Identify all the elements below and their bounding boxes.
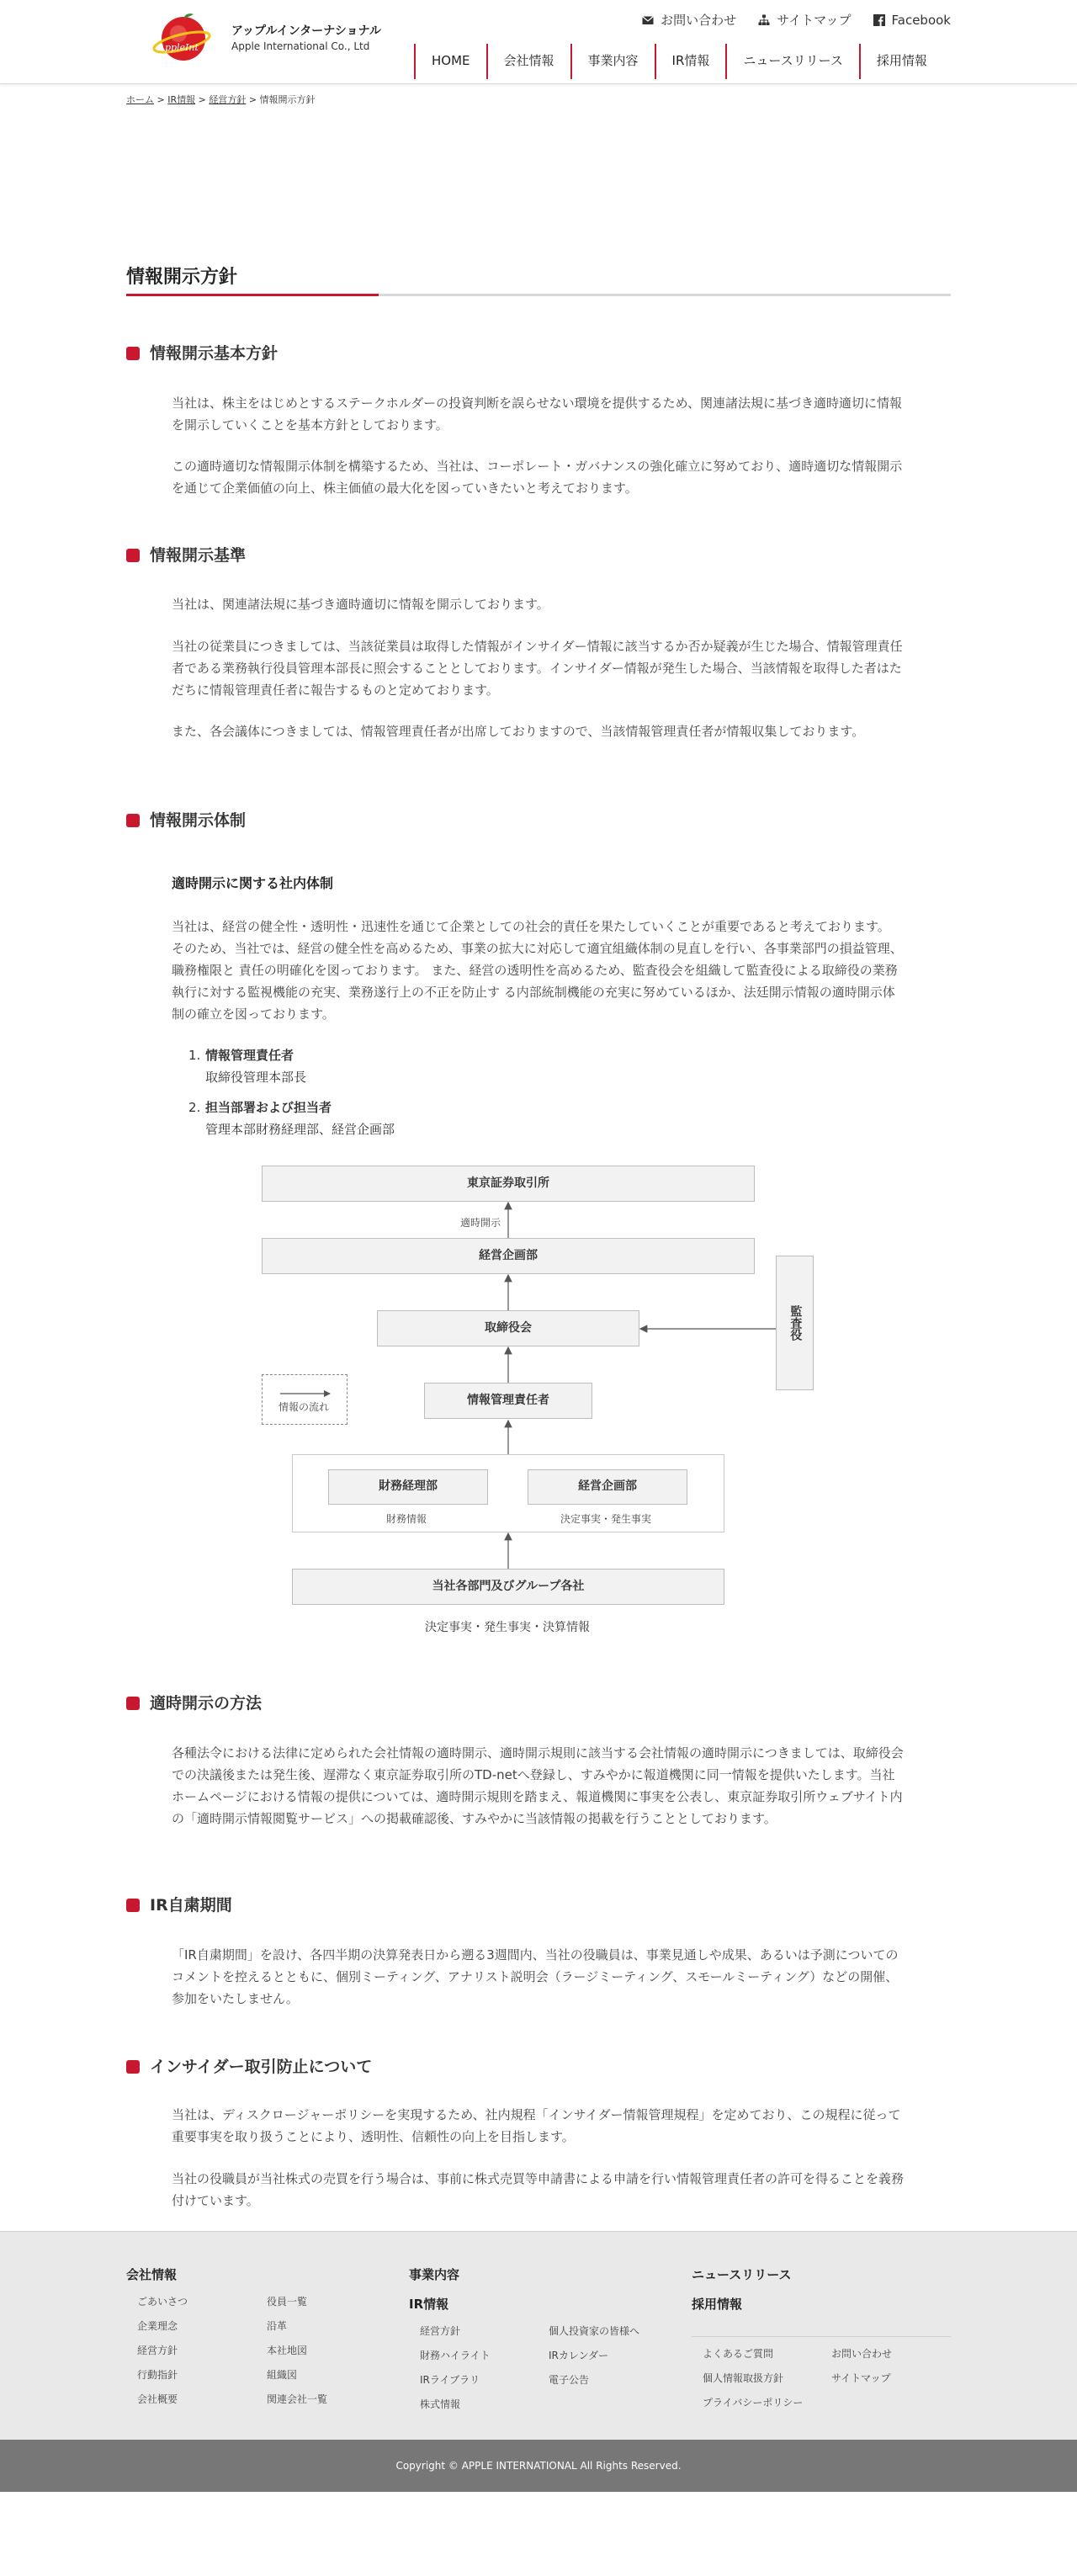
footer-link[interactable]: よくあるご質問 — [703, 2348, 774, 2360]
footer-link[interactable]: 個人投資家の皆様へ — [549, 2325, 640, 2337]
system-paragraph: 当社は、経営の健全性・透明性・迅速性を通じて企業としての社会的責任を果たしていくことが重要であると考えております。 そのため、当社では、経営の健全性を高めるため、事業の拡大に対応して適宜組織体制の見直しを行い、各事業部門の損益管理、職務権限と 責任の明確化を図っております。 また、経営の透明性を高めるため、監査役会を組織して監査役による取締役の業務執行に対する監視機能の充実、業務遂行上の不正を防止す る内部統制機能の充実に努めているほか、法廷開示情報の適時開示体制の確立を図っております。 — [172, 919, 903, 1022]
breadcrumb-current: 情報開示方針 — [259, 94, 316, 105]
list-number: 2. — [188, 1100, 201, 1115]
breadcrumb-home[interactable]: ホーム — [126, 94, 154, 105]
list-number: 1. — [188, 1048, 201, 1063]
footer-link[interactable]: 行動指針 — [137, 2369, 178, 2381]
facebook-link[interactable] — [873, 11, 951, 29]
nav-ir[interactable]: IR情報 — [655, 44, 726, 79]
footer-link[interactable]: 電子公告 — [549, 2374, 590, 2386]
title-underline-accent — [126, 294, 379, 296]
method-paragraph: 各種法令における法律に定められた会社情報の適時開示、適時開示規則に該当する会社情報の適時開示につきましては、取締役会での決議後または発生後、遅滞なく東京証券取引所のTD-netへ登録し、すみやかに報道機関に同一情報を提供いたします。当社ホームページにおける情報の提供については、適時開示規則を踏まえ、報道機関に事実を公表し、東京証券取引所ウェブサイト内の「適時開示情報閲覧サービス」への掲載確認後、すみやかに当該情報の掲載を行うこととしております。 — [172, 1745, 904, 1826]
breadcrumb-sep: > — [248, 94, 257, 105]
diagram-note-planning: 決定事実・発生事実 — [560, 1513, 652, 1525]
breadcrumb-policy[interactable]: 経営方針 — [209, 94, 247, 105]
footer-link[interactable]: 関連会社一覧 — [267, 2393, 328, 2405]
section-heading-standards — [126, 544, 246, 567]
diagram-note-finance: 財務情報 — [386, 1513, 427, 1525]
footer-link[interactable]: 株式情報 — [420, 2398, 461, 2410]
footer-link[interactable]: IRライブラリ — [420, 2374, 480, 2386]
footer-link[interactable]: 企業理念 — [137, 2320, 178, 2332]
footer-heading-business[interactable]: 事業内容 — [409, 2267, 460, 2282]
utility-nav — [642, 11, 951, 29]
standards-para-3: また、各会議体につきましては、情報管理責任者が出席しておりますので、当該情報管理責任者が情報収集しております。 — [172, 724, 865, 739]
heading-marker-icon — [126, 1697, 140, 1710]
diagram-label-timely-disclosure: 適時開示 — [460, 1217, 501, 1229]
list-item-value: 取締役管理本部長 — [205, 1070, 307, 1085]
diagram-node-corp-planning: 経営企画部 — [262, 1238, 755, 1274]
diagram-node-board: 取締役会 — [377, 1310, 639, 1346]
heading-marker-icon — [126, 549, 140, 562]
diagram-node-auditor: 監査役 — [776, 1256, 814, 1390]
section-heading-quiet-period — [126, 1893, 232, 1917]
footer-divider — [692, 2336, 951, 2337]
footer-link[interactable]: 役員一覧 — [267, 2296, 308, 2308]
footer-heading-recruit[interactable]: 採用情報 — [692, 2297, 743, 2312]
legend-arrow-icon — [279, 1389, 332, 1399]
footer-link[interactable]: 経営方針 — [137, 2345, 178, 2356]
nav-business[interactable]: 事業内容 — [570, 44, 655, 79]
site-footer — [0, 2231, 1077, 2440]
footer-heading-ir[interactable]: IR情報 — [409, 2297, 449, 2312]
apple-logo-icon — [151, 12, 212, 64]
section-heading-text: 情報開示基本方針 — [150, 344, 279, 363]
list-item-title: 情報管理責任者 — [205, 1048, 294, 1063]
company-name-ja: アップルインターナショナル — [231, 24, 381, 38]
standards-para-1: 当社は、関連諸法規に基づき適時適切に情報を開示しております。 — [172, 597, 549, 612]
footer-link[interactable]: 個人情報取扱方針 — [703, 2372, 784, 2384]
nav-recruit[interactable]: 採用情報 — [859, 44, 943, 79]
footer-link[interactable]: IRカレンダー — [549, 2350, 609, 2361]
facebook-icon — [873, 14, 885, 26]
breadcrumb-ir[interactable]: IR情報 — [167, 94, 196, 105]
list-item-title: 担当部署および担当者 — [205, 1100, 332, 1115]
footer-heading-news[interactable]: ニュースリリース — [692, 2267, 792, 2282]
sitemap-label: サイトマップ — [777, 13, 852, 28]
global-nav — [414, 44, 943, 81]
contact-label: お問い合わせ — [661, 13, 737, 28]
diagram-legend — [262, 1374, 348, 1425]
page-title: 情報開示方針 — [126, 267, 238, 288]
system-subheading: 適時開示に関する社内体制 — [172, 875, 334, 891]
section-heading-text: 情報開示体制 — [150, 811, 247, 830]
diagram-node-info-manager: 情報管理責任者 — [424, 1383, 592, 1419]
footer-link[interactable]: ごあいさつ — [137, 2296, 188, 2308]
copyright: Copyright © APPLE INTERNATIONAL All Rights Reserved. — [0, 2440, 1077, 2492]
quiet-period-paragraph: 「IR自粛期間」を設け、各四半期の決算発表日から遡る3週間内、当社の役職員は、事業見通しや成果、あるいは予測についてのコメントを控えるとともに、個別ミーティング、アナリスト説明会（ラージミーティング、スモールミーティング）などの開催、参加をいたしません。 — [172, 1947, 899, 2006]
breadcrumb-sep: > — [157, 94, 165, 105]
diagram-legend-label: 情報の流れ — [279, 1401, 330, 1413]
facebook-label: Facebook — [891, 13, 951, 28]
site-header — [0, 0, 1077, 84]
footer-link[interactable]: 組織図 — [267, 2369, 298, 2381]
basic-policy-para-2: この適時適切な情報開示体制を構築するため、当社は、コーポレート・ガバナンスの強化確立に努めており、適時適切な情報開示を通じて企業価値の向上、株主価値の最大化を図っていきたいと考えております。 — [172, 459, 903, 496]
footer-link[interactable]: 経営方針 — [420, 2325, 461, 2337]
breadcrumb-sep: > — [198, 94, 206, 105]
section-heading-method — [126, 1692, 262, 1715]
heading-marker-icon — [126, 347, 140, 360]
nav-news[interactable]: ニュースリリース — [725, 44, 859, 79]
company-name-en: Apple International Co., Ltd — [231, 40, 370, 52]
section-heading-basic-policy — [126, 342, 278, 365]
nav-company[interactable]: 会社情報 — [486, 44, 570, 79]
logo-text: AppleInt — [158, 42, 199, 53]
insider-para-2: 当社の役職員が当社株式の売買を行う場合は、事前に株式売買等申請書による申請を行い情報管理責任者の許可を得ることを義務付けています。 — [172, 2171, 905, 2208]
heading-marker-icon — [126, 814, 140, 827]
list-item — [188, 1097, 395, 1140]
section-heading-text: IR自粛期間 — [150, 1896, 232, 1915]
footer-link[interactable]: サイトマップ — [831, 2372, 891, 2384]
footer-link[interactable]: プライバシーポリシー — [703, 2397, 804, 2409]
responsibility-list — [188, 1044, 395, 1140]
heading-marker-icon — [126, 2060, 140, 2074]
insider-para-1: 当社は、ディスクロージャーポリシーを実現するため、社内規程「インサイダー情報管理規程」を定めており、この規程に従って重要事実を取り扱うことにより、透明性、信頼性の向上を目指します。 — [172, 2107, 901, 2144]
heading-marker-icon — [126, 1899, 140, 1912]
section-heading-system — [126, 809, 246, 832]
diagram-node-tse: 東京証券取引所 — [262, 1166, 755, 1202]
envelope-icon — [642, 14, 654, 26]
nav-home[interactable]: HOME — [414, 44, 486, 79]
footer-heading-company[interactable]: 会社情報 — [126, 2267, 178, 2282]
footer-link[interactable]: 本社地図 — [267, 2345, 308, 2356]
logo[interactable] — [151, 10, 395, 66]
standards-para-2: 当社の従業員につきましては、当該従業員は取得した情報がインサイダー情報に該当するか否か疑義が生じた場合、情報管理責任者である業務執行役員管理本部長に照会することとしております。インサイダー情報が発生した場合、当該情報を取得した者はただちに情報管理責任者に報告するものと定めております。 — [172, 639, 903, 698]
section-heading-text: 情報開示基準 — [150, 546, 247, 565]
diagram-node-planning: 経営企画部 — [528, 1469, 687, 1505]
section-heading-text: 適時開示の方法 — [150, 1694, 263, 1713]
contact-link[interactable] — [642, 11, 736, 29]
sitemap-icon — [758, 14, 770, 26]
footer-link[interactable]: 沿革 — [267, 2320, 288, 2332]
diagram-node-group: 当社各部門及びグループ各社 — [292, 1569, 724, 1605]
list-item-value: 管理本部財務経理部、経営企画部 — [205, 1122, 395, 1137]
diagram-node-finance: 財務経理部 — [328, 1469, 488, 1505]
footer-link[interactable]: 財務ハイライト — [420, 2350, 491, 2361]
sitemap-link[interactable] — [758, 11, 851, 29]
section-heading-insider — [126, 2055, 372, 2079]
footer-link[interactable]: 会社概要 — [137, 2393, 178, 2405]
list-item — [188, 1044, 395, 1088]
diagram-caption-group: 決定事実・発生事実・決算情報 — [425, 1621, 590, 1634]
section-heading-text: インサイダー取引防止について — [150, 2058, 373, 2076]
breadcrumb — [126, 93, 316, 108]
footer-link[interactable]: お問い合わせ — [831, 2348, 893, 2360]
basic-policy-para-1: 当社は、株主をはじめとするステークホルダーの投資判断を誤らせない環境を提供するため、関連諸法規に基づき適時適切に情報を開示していくことを基本方針としております。 — [172, 396, 903, 433]
